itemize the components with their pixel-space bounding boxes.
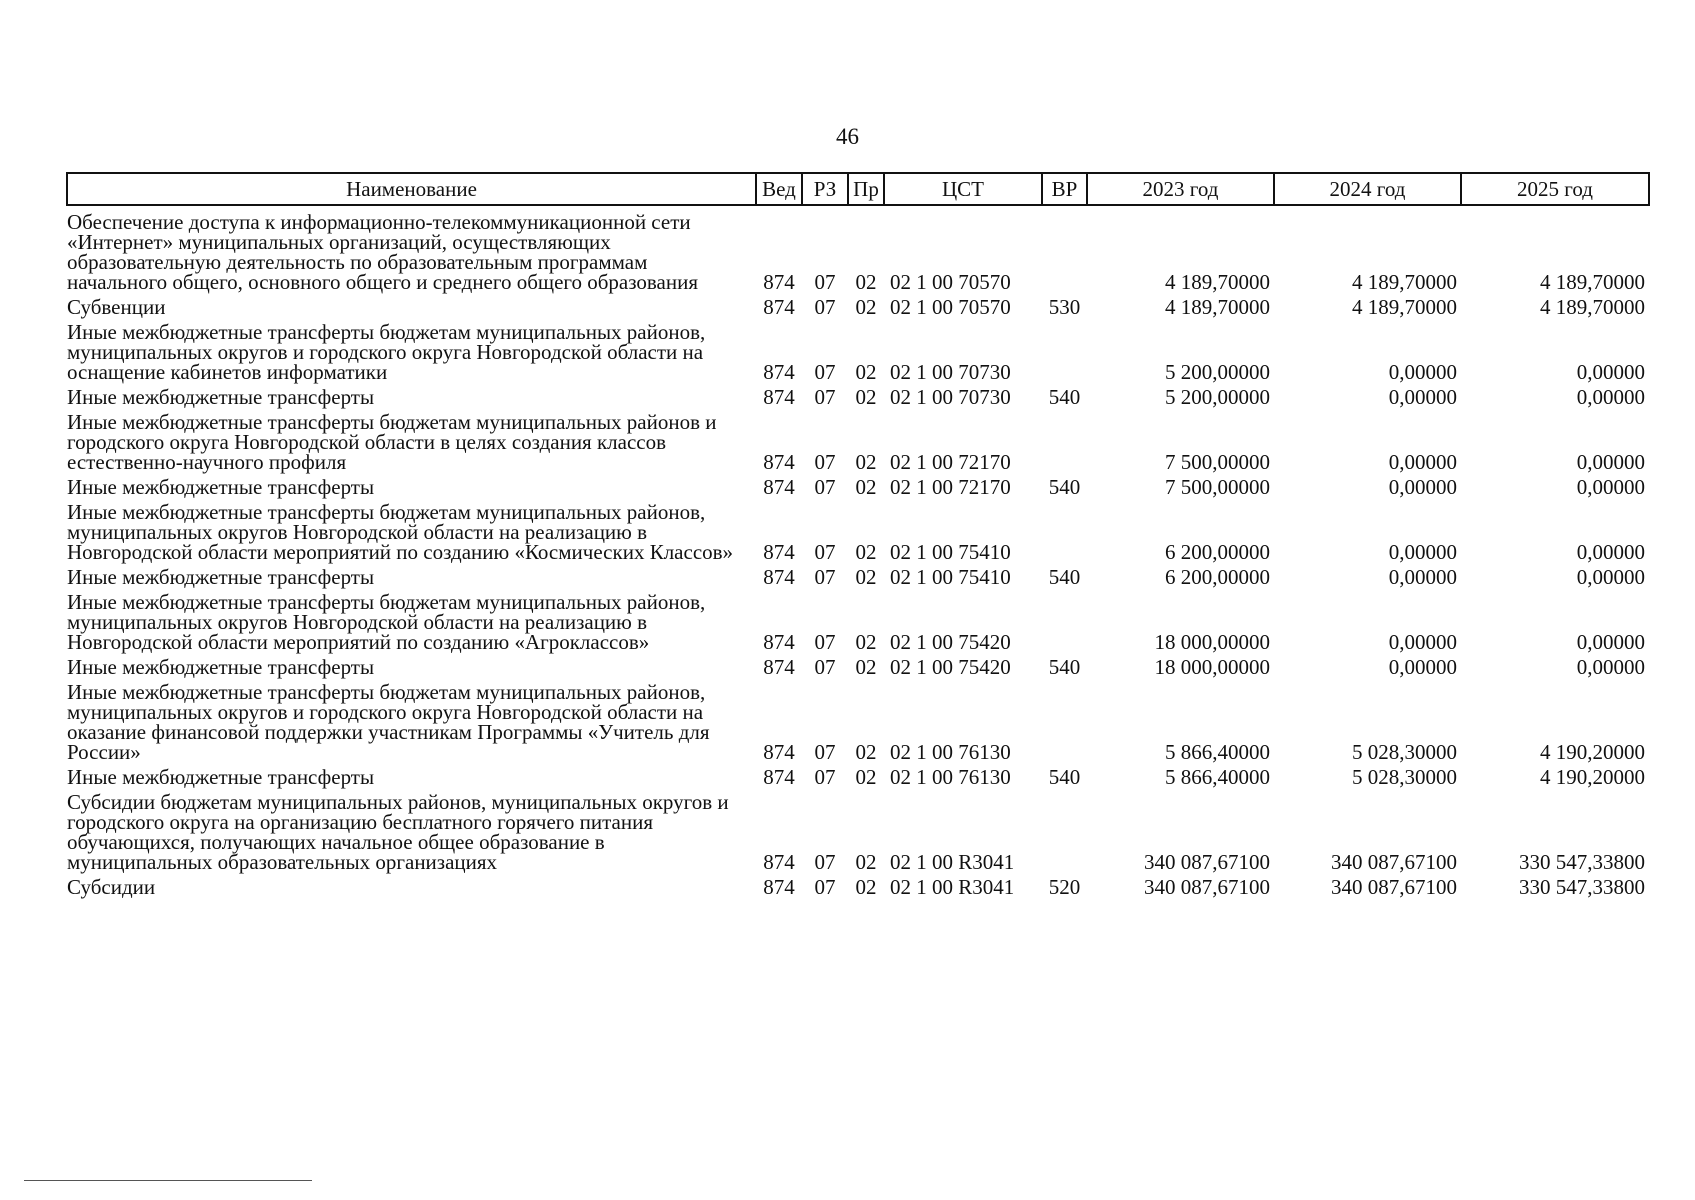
cell-cst: 02 1 00 75410 (890, 540, 1011, 564)
cell-y2024: 340 087,67100 (1331, 875, 1457, 899)
cell-ved: 874 (763, 765, 795, 789)
cell-cst: 02 1 00 70730 (890, 360, 1011, 384)
cell-ved: 874 (763, 740, 795, 764)
header-vr: ВР (1042, 173, 1087, 205)
cell-y2023: 5 866,40000 (1165, 740, 1270, 764)
cell-pr: 02 (855, 765, 877, 789)
cell-cst: 02 1 00 R3041 (890, 850, 1015, 874)
cell-rz: 07 (814, 740, 836, 764)
cell-rz: 07 (814, 630, 836, 654)
cell-rz: 07 (814, 450, 836, 474)
table-row (67, 412, 1649, 477)
table-row (67, 682, 1649, 767)
cell-cst: 02 1 00 70570 (890, 295, 1011, 319)
cell-y2025: 4 190,20000 (1540, 740, 1645, 764)
cell-vr: 540 (1048, 385, 1081, 409)
header-name: Наименование (67, 173, 756, 205)
cell-ved: 874 (763, 850, 795, 874)
header-2025: 2025 год (1461, 173, 1649, 205)
cell-cst: 02 1 00 70730 (890, 385, 1011, 409)
cell-name: Иные межбюджетные трансферты (67, 565, 375, 589)
cell-pr: 02 (855, 540, 877, 564)
cell-rz: 07 (814, 765, 836, 789)
table-row (67, 592, 1649, 657)
cell-y2024: 0,00000 (1388, 630, 1457, 654)
table-body (67, 205, 1649, 902)
cell-cst: 02 1 00 72170 (890, 450, 1011, 474)
cell-y2025: 0,00000 (1576, 565, 1645, 589)
cell-ved: 874 (763, 295, 795, 319)
cell-y2024: 0,00000 (1388, 655, 1457, 679)
cell-y2025: 4 189,70000 (1540, 295, 1645, 319)
cell-y2024: 4 189,70000 (1352, 295, 1457, 319)
cell-y2025: 330 547,33800 (1519, 875, 1645, 899)
cell-y2024: 0,00000 (1388, 385, 1457, 409)
cell-y2025: 4 189,70000 (1540, 270, 1645, 294)
cell-cst: 02 1 00 70570 (890, 270, 1011, 294)
header-cst: ЦСТ (884, 173, 1042, 205)
cell-vr (1042, 412, 1087, 477)
cell-y2025: 0,00000 (1576, 630, 1645, 654)
cell-vr: 520 (1048, 875, 1081, 899)
table-row (67, 792, 1649, 877)
cell-y2025: 0,00000 (1576, 540, 1645, 564)
cell-name: Субсидии (67, 875, 156, 899)
cell-y2023: 340 087,67100 (1144, 875, 1270, 899)
cell-y2024: 0,00000 (1388, 475, 1457, 499)
cell-pr: 02 (855, 270, 877, 294)
cell-y2023: 18 000,00000 (1154, 655, 1270, 679)
cell-cst: 02 1 00 75410 (890, 565, 1011, 589)
cell-y2023: 7 500,00000 (1165, 475, 1270, 499)
cell-ved: 874 (763, 360, 795, 384)
cell-y2025: 4 190,20000 (1540, 765, 1645, 789)
cell-vr (1042, 205, 1087, 297)
cell-name: Иные межбюджетные трансферты бюджетам муниципальных районов, муниципальных округов Новгородской области на реализацию в Новгородской области мероприятий по созданию «Агроклассов» (67, 590, 706, 654)
cell-pr: 02 (855, 875, 877, 899)
table-row (67, 877, 1649, 902)
table-row (67, 477, 1649, 502)
cell-rz: 07 (814, 360, 836, 384)
cell-pr: 02 (855, 360, 877, 384)
cell-cst: 02 1 00 72170 (890, 475, 1011, 499)
header-rz: РЗ (802, 173, 848, 205)
cell-rz: 07 (814, 295, 836, 319)
cell-y2025: 0,00000 (1576, 360, 1645, 384)
cell-y2025: 0,00000 (1576, 385, 1645, 409)
table-row (67, 297, 1649, 322)
cell-y2023: 5 200,00000 (1165, 385, 1270, 409)
cell-vr (1042, 792, 1087, 877)
cell-vr: 540 (1048, 565, 1081, 589)
table-row (67, 657, 1649, 682)
cell-y2025: 330 547,33800 (1519, 850, 1645, 874)
cell-ved: 874 (763, 875, 795, 899)
cell-pr: 02 (855, 630, 877, 654)
cell-name: Иные межбюджетные трансферты (67, 385, 375, 409)
cell-rz: 07 (814, 875, 836, 899)
header-pr: Пр (848, 173, 884, 205)
cell-y2025: 0,00000 (1576, 475, 1645, 499)
header-ved: Вед (756, 173, 802, 205)
cell-rz: 07 (814, 565, 836, 589)
cell-rz: 07 (814, 850, 836, 874)
cell-ved: 874 (763, 270, 795, 294)
cell-vr (1042, 592, 1087, 657)
cell-pr: 02 (855, 740, 877, 764)
cell-name: Субсидии бюджетам муниципальных районов, муниципальных округов и городского округа на организацию бесплатного горячего питания обучающихся, получающих начальное общее образование в муниципальных образовательных организациях (67, 790, 729, 874)
cell-ved: 874 (763, 475, 795, 499)
table-row (67, 502, 1649, 567)
cell-pr: 02 (855, 450, 877, 474)
cell-y2023: 18 000,00000 (1154, 630, 1270, 654)
cell-vr (1042, 682, 1087, 767)
cell-vr (1042, 502, 1087, 567)
cell-y2024: 0,00000 (1388, 450, 1457, 474)
cell-y2023: 4 189,70000 (1165, 295, 1270, 319)
cell-pr: 02 (855, 385, 877, 409)
cell-pr: 02 (855, 565, 877, 589)
cell-vr (1042, 322, 1087, 387)
cell-ved: 874 (763, 565, 795, 589)
cell-y2024: 4 189,70000 (1352, 270, 1457, 294)
cell-pr: 02 (855, 655, 877, 679)
header-2023: 2023 год (1087, 173, 1274, 205)
budget-table (66, 172, 1650, 902)
cell-rz: 07 (814, 385, 836, 409)
table-row (67, 205, 1649, 297)
cell-pr: 02 (855, 850, 877, 874)
cell-y2023: 5 866,40000 (1165, 765, 1270, 789)
cell-ved: 874 (763, 385, 795, 409)
cell-y2023: 340 087,67100 (1144, 850, 1270, 874)
cell-y2025: 0,00000 (1576, 450, 1645, 474)
cell-y2024: 5 028,30000 (1352, 765, 1457, 789)
cell-cst: 02 1 00 75420 (890, 655, 1011, 679)
cell-rz: 07 (814, 655, 836, 679)
cell-ved: 874 (763, 540, 795, 564)
cell-name: Иные межбюджетные трансферты бюджетам муниципальных районов и городского округа Новгородской области в целях создания классов естественно-научного профиля (67, 410, 717, 474)
cell-y2023: 4 189,70000 (1165, 270, 1270, 294)
cell-cst: 02 1 00 R3041 (890, 875, 1015, 899)
cell-name: Иные межбюджетные трансферты (67, 765, 375, 789)
cell-y2024: 0,00000 (1388, 360, 1457, 384)
cell-cst: 02 1 00 76130 (890, 765, 1011, 789)
cell-name: Иные межбюджетные трансферты бюджетам муниципальных районов, муниципальных округов и городского округа Новгородской области на оказание финансовой поддержки участникам Программы «Учитель для России» (67, 680, 710, 764)
table-row (67, 322, 1649, 387)
cell-y2023: 6 200,00000 (1165, 540, 1270, 564)
cell-pr: 02 (855, 475, 877, 499)
cell-y2024: 340 087,67100 (1331, 850, 1457, 874)
footnote-divider (24, 1180, 312, 1181)
cell-name: Иные межбюджетные трансферты бюджетам муниципальных районов, муниципальных округов Новгородской области на реализацию в Новгородской области мероприятий по созданию «Космических Классов» (67, 500, 734, 564)
cell-pr: 02 (855, 295, 877, 319)
cell-vr: 540 (1048, 655, 1081, 679)
cell-cst: 02 1 00 76130 (890, 740, 1011, 764)
cell-name: Иные межбюджетные трансферты бюджетам муниципальных районов, муниципальных округов и городского округа Новгородской области на оснащение кабинетов информатики (67, 320, 706, 384)
cell-name: Иные межбюджетные трансферты (67, 475, 375, 499)
cell-cst: 02 1 00 75420 (890, 630, 1011, 654)
cell-y2023: 6 200,00000 (1165, 565, 1270, 589)
cell-y2024: 5 028,30000 (1352, 740, 1457, 764)
cell-vr: 530 (1048, 295, 1081, 319)
cell-y2023: 5 200,00000 (1165, 360, 1270, 384)
cell-vr: 540 (1048, 765, 1081, 789)
cell-rz: 07 (814, 540, 836, 564)
header-2024: 2024 год (1274, 173, 1461, 205)
table-row (67, 387, 1649, 412)
cell-name: Иные межбюджетные трансферты (67, 655, 375, 679)
page-number: 46 (836, 124, 859, 149)
cell-name: Субвенции (67, 295, 166, 319)
table-row (67, 567, 1649, 592)
cell-y2025: 0,00000 (1576, 655, 1645, 679)
cell-y2024: 0,00000 (1388, 565, 1457, 589)
table-row (67, 767, 1649, 792)
cell-ved: 874 (763, 630, 795, 654)
cell-rz: 07 (814, 475, 836, 499)
cell-vr: 540 (1048, 475, 1081, 499)
cell-rz: 07 (814, 270, 836, 294)
cell-y2024: 0,00000 (1388, 540, 1457, 564)
cell-name: Обеспечение доступа к информационно-телекоммуникационной сети «Интернет» муниципальных организаций, осуществляющих образовательную деятельность по образовательным программам начального общего, основного общего и среднего общего образования (67, 210, 699, 294)
cell-ved: 874 (763, 450, 795, 474)
cell-y2023: 7 500,00000 (1165, 450, 1270, 474)
cell-ved: 874 (763, 655, 795, 679)
table-header-row (67, 173, 1649, 205)
